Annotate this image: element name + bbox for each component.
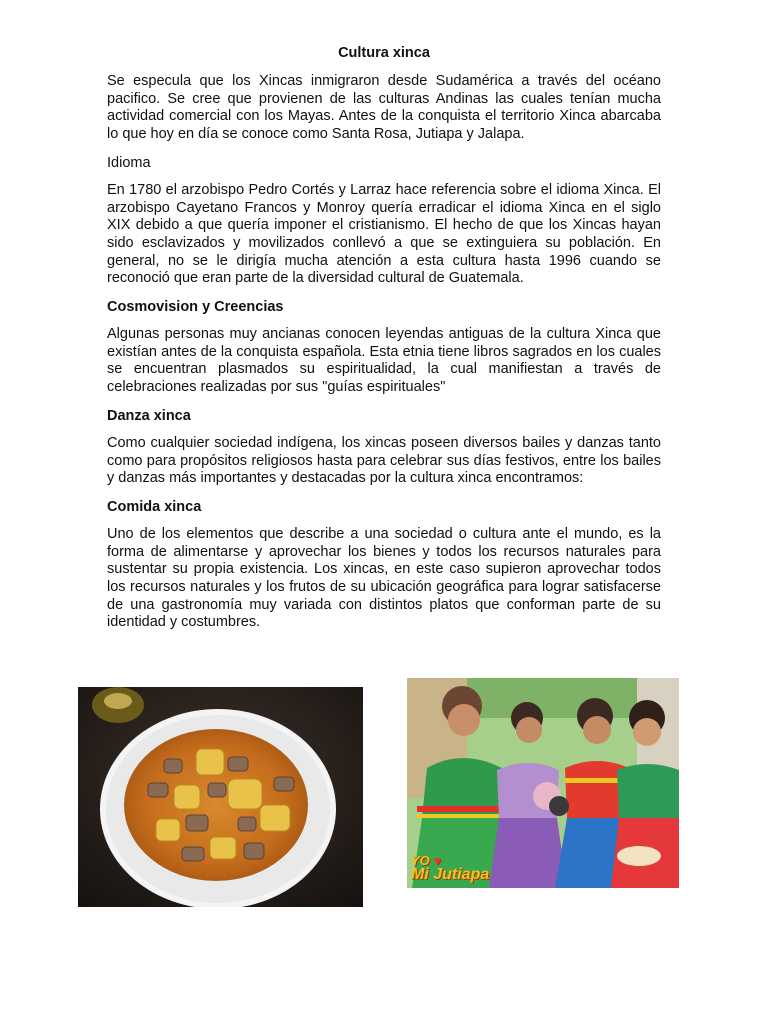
section-body-comida: Uno de los elementos que describe a una sociedad o cultura ante el mundo, es la forma de alimentarse y aprovechar los bienes y todos los recursos naturales para sustentar su propia existencia. Los xincas, en este caso supieron aprovechar todos los recursos naturales y los frutos de su ubicación geográfica para lograr satisfacerse de una gastronomía muy variada con distintos platos que conforman parte de su identidad y costumbres. [107,525,661,631]
section-body-danza: Como cualquier sociedad indígena, los xincas poseen diversos bailes y danzas tanto como para propósitos religiosos hasta para celebrar sus días festivos, entre los bailes y danzas más importantes y destacadas por la cultura xinca encontramos: [107,434,661,487]
section-body-cosmovision: Algunas personas muy ancianas conocen leyendas antiguas de la cultura Xinca que existían antes de la conquista española. Esta etnia tiene libros sagrados en los cuales se encuentran plasmados su espiritualidad, la cual manifiestan a través de celebraciones realizadas por sus "guías espirituales" [107,326,661,396]
document-title: Cultura xinca [338,45,430,61]
stew-bowl-illustration [78,687,363,907]
section-heading-idioma: Idioma [107,154,151,171]
heart-icon: ♥ [433,853,442,868]
intro-paragraph: Se especula que los Xincas inmigraron desde Sudamérica a través del océano pacifico. Se cree que provienen de las culturas Andinas las cuales tenían mucha actividad comercial con los Mayas. Antes de la conquista el territorio Xinca abarcaba lo que hoy en día se conoce como Santa Rosa, Jutiapa y Jalapa. [107,73,661,143]
watermark-top-text: YO [411,853,430,868]
document-body [107,44,661,642]
dancers-watermark [411,854,489,882]
section-heading-danza: Danza xinca [107,407,191,424]
watermark-bottom-text: Mi Jutiapa [411,866,490,883]
food-photo [78,687,363,907]
section-heading-cosmovision: Cosmovision y Creencias [107,299,284,316]
dancers-photo [407,678,679,888]
section-heading-comida: Comida xinca [107,498,202,515]
section-body-idioma: En 1780 el arzobispo Pedro Cortés y Larraz hace referencia sobre el idioma Xinca. El arzobispo Cayetano Francos y Monroy quería erradicar el idioma Xinca en el siglo XIX debido a que quería imponer el cristianismo. El hecho de que los Xincas hayan sido esclavizados y movilizados conllevó a que se extinguiera su población. En general, no se le dirigía mucha atención a esta cultura hasta 1996 cuando se reconoció que eran parte de la diversidad cultural de Guatemala. [107,181,661,287]
